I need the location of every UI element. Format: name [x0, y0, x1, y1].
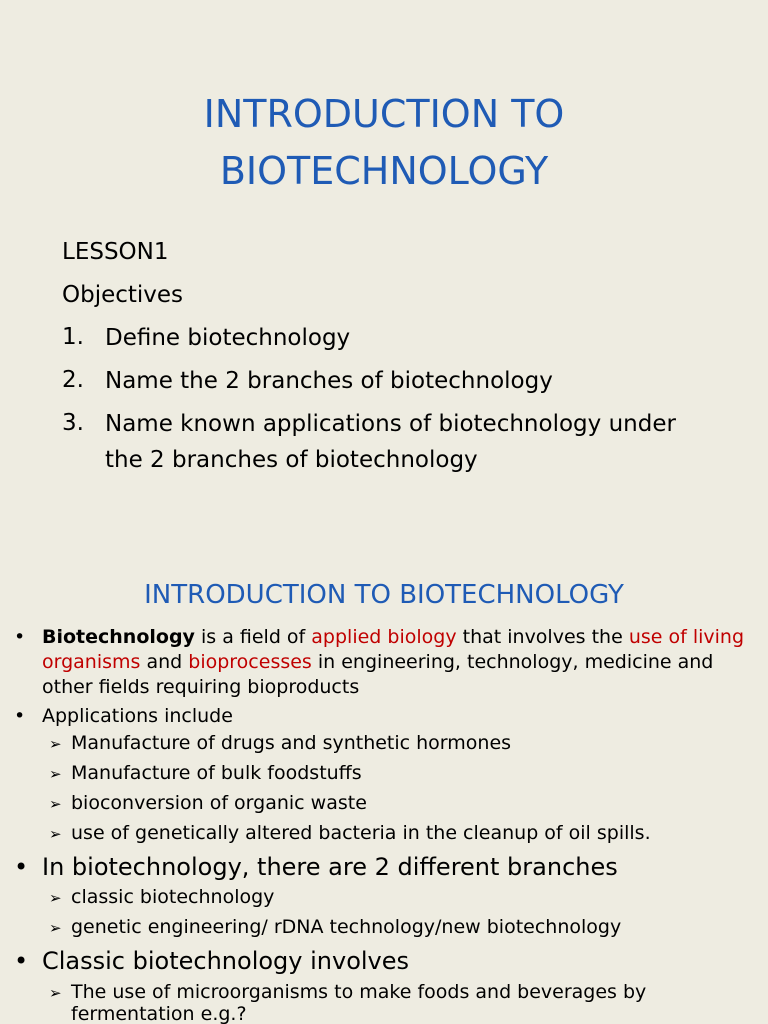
- bullet-applications: [14, 704, 754, 729]
- classic-text: The use of microorganisms to make foods and beverages by fermentation e.g.?: [71, 981, 647, 1024]
- title-line: BIOTECHNOLOGY: [219, 149, 549, 193]
- slide-1-title: [0, 86, 768, 200]
- application-item: [14, 729, 754, 759]
- arrow-bullet-icon: [49, 913, 71, 943]
- highlight-bioprocesses: bioprocesses: [188, 651, 312, 673]
- text-run: and: [140, 651, 189, 673]
- arrow-bullet-icon: [49, 883, 71, 913]
- bullet-dot: [14, 945, 42, 977]
- text-run: is a field of: [194, 626, 312, 648]
- application-text: Manufacture of drugs and synthetic hormones: [71, 732, 512, 754]
- branch-text: genetic engineering/ rDNA technology/new biotechnology: [71, 916, 622, 938]
- branches-heading: In biotechnology, there are 2 different branches: [42, 853, 618, 881]
- lesson-label: LESSON1: [62, 239, 169, 265]
- objective-text: Define biotechnology: [105, 325, 351, 351]
- objective-item: [62, 324, 742, 367]
- arrow-bullet-icon: [49, 729, 71, 759]
- branch-text: classic biotechnology: [71, 886, 275, 908]
- classic-heading: Classic biotechnology involves: [42, 947, 410, 975]
- bullet-branches: [14, 851, 754, 883]
- application-text: bioconversion of organic waste: [71, 792, 367, 814]
- bullet-definition: [14, 625, 754, 700]
- objective-item: [62, 410, 742, 478]
- objectives-block: [62, 238, 742, 478]
- arrow-bullet-icon: [49, 789, 71, 819]
- application-item: [14, 819, 754, 849]
- application-text: use of genetically altered bacteria in the cleanup of oil spills.: [71, 822, 651, 844]
- arrow-bullet-icon: [49, 759, 71, 789]
- slide-2: [0, 545, 768, 1024]
- classic-item: [14, 977, 754, 1024]
- highlight-applied-biology: applied biology: [311, 626, 457, 648]
- objectives-heading: Objectives: [62, 282, 184, 308]
- text-run: that involves the: [456, 626, 629, 648]
- slide-2-title: INTRODUCTION TO BIOTECHNOLOGY: [144, 580, 624, 610]
- branch-item: [14, 883, 754, 913]
- application-item: [14, 789, 754, 819]
- objective-text: [105, 406, 676, 478]
- bullet-dot: [14, 851, 42, 883]
- bullet-dot: [14, 625, 42, 700]
- slide-2-body: [14, 625, 754, 1024]
- objective-item: [62, 367, 742, 410]
- highlight-living-organisms: use of living organisms: [42, 626, 745, 673]
- arrow-bullet-icon: [49, 981, 71, 1024]
- bullet-classic: [14, 945, 754, 977]
- arrow-bullet-icon: [49, 819, 71, 849]
- bullet-dot: [14, 704, 42, 729]
- text-run: in engineering, technology, medicine and other fields requiring bioproducts: [42, 651, 714, 698]
- applications-heading: Applications include: [42, 705, 233, 727]
- objective-number: 3.: [62, 410, 84, 436]
- term-biotechnology: Biotechnology: [42, 626, 195, 648]
- title-line: INTRODUCTION TO: [203, 92, 565, 136]
- objective-number: 2.: [62, 367, 84, 393]
- objective-text: Name the 2 branches of biotechnology: [105, 368, 553, 394]
- application-text: Manufacture of bulk foodstuffs: [71, 762, 362, 784]
- objective-text-line: the 2 branches of biotechnology: [105, 447, 478, 473]
- branch-item: [14, 913, 754, 943]
- objective-text-line: Name known applications of biotechnology under: [105, 411, 676, 437]
- objective-number: 1.: [62, 324, 84, 350]
- application-item: [14, 759, 754, 789]
- definition-text: [42, 625, 754, 700]
